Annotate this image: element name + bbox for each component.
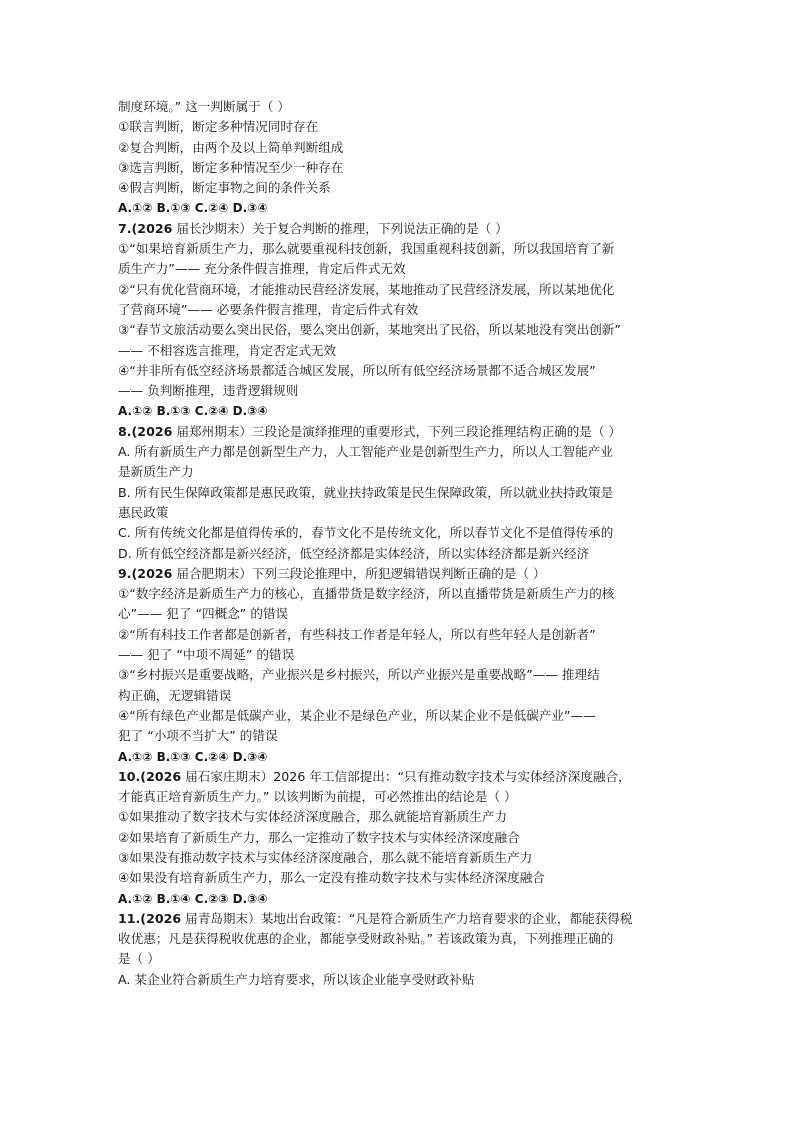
question-6-tail	[118, 97, 678, 219]
question-10-options: A.①② B.①④ C.②③ D.③④	[118, 891, 268, 906]
question-10-line: ②如果培育了新质生产力，那么一定推动了数字技术与实体经济深度融合	[118, 829, 520, 845]
question-7-line: —— 负判断推理，违背逻辑规则	[118, 383, 299, 399]
question-8-option-a: A. 所有新质生产力都是创新型生产力，人工智能产业是创新型生产力，所以人工智能产业	[118, 444, 613, 460]
question-10-text: 届石家庄期末）2026 年工信部提出：“只有推动数字技术与实体经济深度融合，	[181, 768, 631, 784]
question-8-text: 届郑州期末）三段论是演绎推理的重要形式，下列三段论推理结构正确的是（ ）	[172, 423, 622, 439]
question-8-option-c: C. 所有传统文化都是值得传承的，春节文化不是传统文化，所以春节文化不是值得传承的	[118, 525, 614, 541]
question-11-number: 11.(2026	[118, 910, 182, 926]
question-9-number: 9.(2026	[118, 565, 173, 581]
question-6-options: A.①② B.①③ C.②④ D.③④	[118, 201, 268, 216]
question-6-item-4: ④假言判断，断定事物之间的条件关系	[118, 180, 331, 196]
question-7-line: 质生产力”—— 充分条件假言推理，肯定后件式无效	[118, 261, 406, 277]
question-11-line: 收优惠；凡是获得税收优惠的企业，都能享受财政补贴。” 若该政策为真，下列推理正确的	[118, 931, 614, 947]
question-7-line: —— 不相容选言推理，肯定否定式无效	[118, 342, 337, 358]
question-8-option-d: D. 所有低空经济都是新兴经济，低空经济都是实体经济，所以实体经济都是新兴经济	[118, 545, 590, 561]
question-6-item-2: ②复合判断，由两个及以上简单判断组成	[118, 139, 344, 155]
question-10-number: 10.(2026	[118, 768, 182, 784]
question-9-line: ①“数字经济是新质生产力的核心，直播带货是数字经济，所以直播带货是新质生产力的核	[118, 586, 615, 602]
question-9-line: ③“乡村振兴是重要战略，产业振兴是乡村振兴，所以产业振兴是重要战略”—— 推理结	[118, 667, 600, 683]
question-7-line: ①“如果培育新质生产力，那么就要重视科技创新，我国重视科技创新，所以我国培育了新	[118, 241, 615, 257]
question-9	[118, 564, 678, 767]
question-9-options: A.①② B.①③ C.②④ D.③④	[118, 749, 268, 764]
question-8-option-a-cont: 是新质生产力	[118, 464, 194, 480]
question-7-line: ④“并非所有低空经济场景都适合城区发展，所以所有低空经济场景都不适合城区发展”	[118, 362, 596, 378]
question-9-line: —— 犯了 “中项不周延” 的错误	[118, 647, 295, 663]
question-11-line: 是（ ）	[118, 951, 160, 967]
question-7-options: A.①② B.①③ C.②④ D.③④	[118, 404, 268, 419]
question-7-line: 了营商环境”—— 必要条件假言推理，肯定后件式有效	[118, 301, 419, 317]
question-8-option-b-cont: 惠民政策	[118, 504, 169, 520]
question-10-line: ①如果推动了数字技术与实体经济深度融合，那么就能培育新质生产力	[118, 809, 508, 825]
question-10	[118, 767, 678, 909]
question-9-line: ②“所有科技工作者都是创新者，有些科技工作者是年轻人，所以有些年轻人是创新者”	[118, 626, 596, 642]
question-9-text: 届合肥期末）下列三段论推理中，所犯逻辑错误判断正确的是（ ）	[172, 565, 546, 581]
question-6-item-3: ③选言判断，断定多种情况至少一种存在	[118, 159, 344, 175]
question-10-stem	[118, 767, 678, 787]
question-7-text: 届长沙期末）关于复合判断的推理，下列说法正确的是（ ）	[172, 220, 508, 236]
question-8-option-b: B. 所有民生保障政策都是惠民政策，就业扶持政策是民生保障政策，所以就业扶持政策是	[118, 484, 614, 500]
question-6-item-1: ①联言判断，断定多种情况同时存在	[118, 119, 319, 135]
question-7-number: 7.(2026	[118, 220, 173, 236]
question-8-number: 8.(2026	[118, 423, 173, 439]
question-6-stem-end: 制度环境。” 这一判断属于（ ）	[118, 99, 290, 114]
question-8	[118, 422, 678, 564]
question-11-text: 届青岛期末）某地出台政策：“凡是符合新质生产力培育要求的企业，都能获得税	[181, 910, 633, 926]
question-9-line: 心”—— 犯了 “四概念” 的错误	[118, 606, 289, 622]
exam-page	[118, 97, 678, 990]
question-8-stem	[118, 422, 678, 442]
question-10-line: ④如果没有培育新质生产力，那么一定没有推动数字技术与实体经济深度融合	[118, 870, 545, 886]
question-11-option-a: A. 某企业符合新质生产力培育要求，所以该企业能享受财政补贴	[118, 971, 475, 987]
question-7-line: ②“只有优化营商环境，才能推动民营经济发展，某地推动了民营经济发展，所以某地优化	[118, 281, 615, 297]
question-9-line: 犯了 “小项不当扩大” 的错误	[118, 728, 278, 744]
question-10-line: 才能真正培育新质生产力。” 以该判断为前提，可必然推出的结论是（ ）	[118, 789, 517, 805]
question-7	[118, 219, 678, 422]
question-7-line: ③“春节文旅活动要么突出民俗，要么突出创新，某地突出了民俗，所以某地没有突出创新”	[118, 322, 621, 338]
question-7-stem	[118, 219, 678, 239]
question-11	[118, 909, 678, 990]
question-9-stem	[118, 564, 678, 584]
question-9-line: 构正确，无逻辑错误	[118, 687, 232, 703]
question-11-stem	[118, 909, 678, 929]
question-10-line: ③如果没有推动数字技术与实体经济深度融合，那么就不能培育新质生产力	[118, 849, 533, 865]
question-9-line: ④“所有绿色产业都是低碳产业，某企业不是绿色产业，所以某企业不是低碳产业”——	[118, 707, 596, 723]
